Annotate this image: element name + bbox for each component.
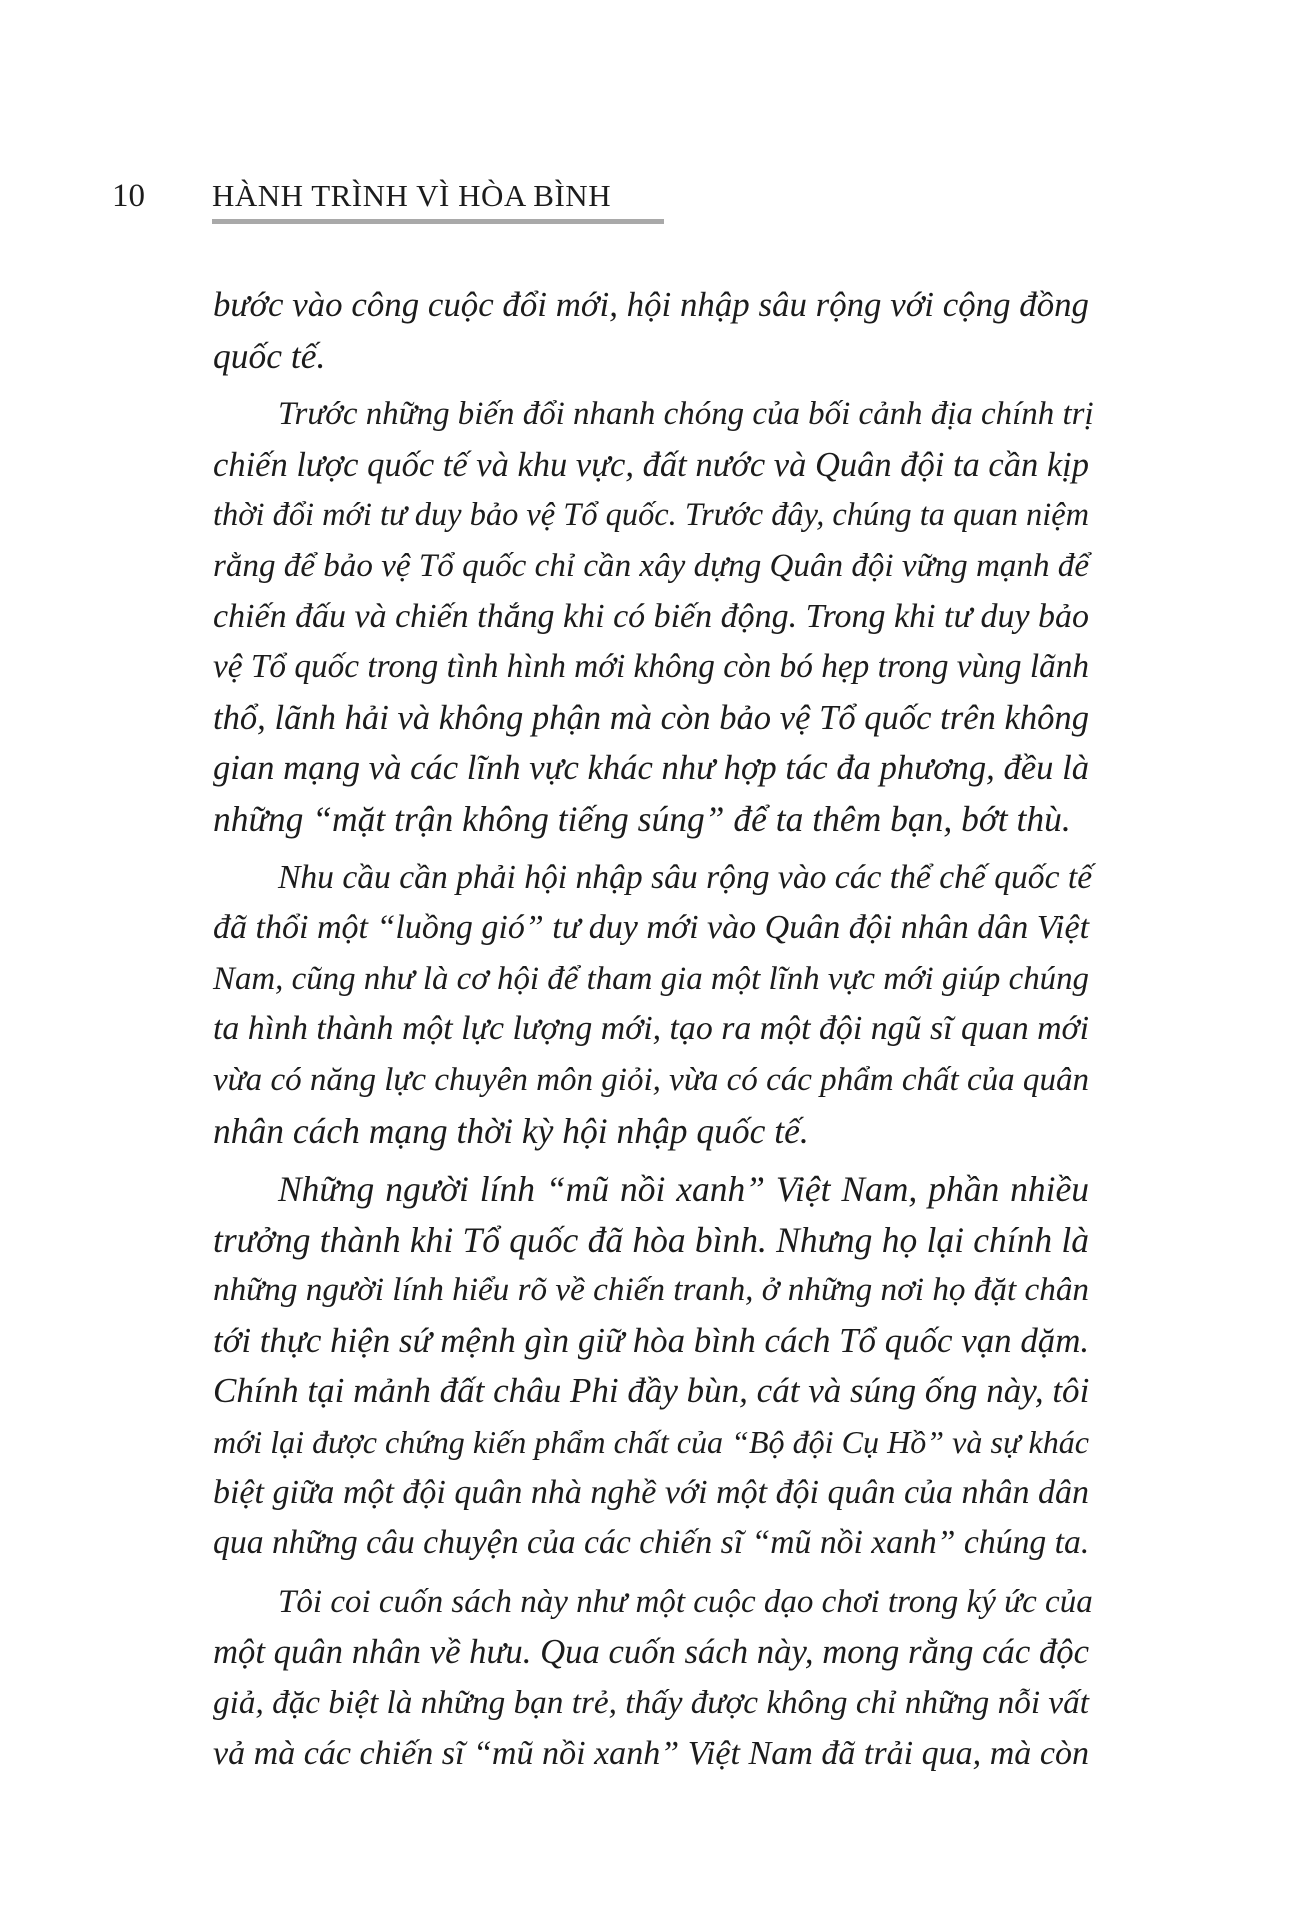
page-number: 10 [112,178,145,214]
text-line: trưởng thành khi Tổ quốc đã hòa bình. Nhưng họ lại chính là [213,1219,1089,1260]
paragraph [213,1577,1093,1779]
text-line: Nam, cũng như là cơ hội để tham gia một lĩnh vực mới giúp chúng [213,960,1089,997]
text-line: chiến đấu và chiến thắng khi có biến động. Trong khi tư duy bảo [213,597,1089,635]
text-line: nhân cách mạng thời kỳ hội nhập quốc tế. [213,1110,809,1151]
text-line: những người lính hiểu rõ về chiến tranh, ở những nơi họ đặt chân [213,1271,1089,1309]
text-line: những “mặt trận không tiếng súng” để ta thêm bạn, bớt thù. [213,798,1071,839]
text-line: Nhu cầu cần phải hội nhập sâu rộng vào các thể chế quốc tế [278,858,1093,896]
text-line: mới lại được chứng kiến phẩm chất của “Bộ đội Cụ Hồ” và sự khác [213,1424,1089,1461]
text-line: Những người lính “mũ nồi xanh” Việt Nam, phần nhiều [278,1169,1089,1210]
header-rule [212,219,664,224]
text-line: ta hình thành một lực lượng mới, tạo ra một đội ngũ sĩ quan mới [213,1010,1089,1048]
paragraph [213,1164,1089,1569]
text-line: Tôi coi cuốn sách này như một cuộc dạo chơi trong ký ức của [278,1583,1093,1620]
text-line: rằng để bảo vệ Tổ quốc chỉ cần xây dựng Quân đội vững mạnh để [213,547,1089,584]
running-title: HÀNH TRÌNH VÌ HÒA BÌNH [212,178,612,213]
paragraph [213,280,1089,381]
text-line: quốc tế. [213,335,326,376]
text-line: vệ Tổ quốc trong tình hình mới không còn bó hẹp trong vùng lãnh [213,648,1089,686]
text-line: thổ, lãnh hải và không phận mà còn bảo vệ Tổ quốc trên không [213,698,1089,737]
text-line: qua những câu chuyện của các chiến sĩ “mũ nồi xanh” chúng ta. [213,1524,1090,1562]
text-line: vừa có năng lực chuyên môn giỏi, vừa có các phẩm chất của quân [213,1061,1089,1098]
paragraph [213,853,1093,1157]
page-header [112,176,672,226]
paragraph [213,389,1094,844]
text-line: đã thổi một “luồng gió” tư duy mới vào Quân đội nhân dân Việt [213,909,1090,947]
text-line: biệt giữa một đội quân nhà nghề với một đội quân của nhân dân [213,1473,1089,1511]
body-text [213,280,1094,1779]
text-line: Chính tại mảnh đất châu Phi đầy bùn, cát và súng ống này, tôi [213,1371,1090,1411]
text-line: một quân nhân về hưu. Qua cuốn sách này, mong rằng các độc [213,1633,1089,1672]
text-line: tới thực hiện sứ mệnh gìn giữ hòa bình cách Tổ quốc vạn dặm. [213,1320,1090,1360]
text-line: thời đổi mới tư duy bảo vệ Tổ quốc. Trước đây, chúng ta quan niệm [213,497,1089,534]
text-line: giả, đặc biệt là những bạn trẻ, thấy được không chỉ những nỗi vất [213,1684,1089,1722]
text-line: vả mà các chiến sĩ “mũ nồi xanh” Việt Nam đã trải qua, mà còn [213,1734,1089,1772]
text-line: bước vào công cuộc đổi mới, hội nhập sâu rộng với cộng đồng [213,285,1089,324]
text-line: Trước những biến đổi nhanh chóng của bối cảnh địa chính trị [278,396,1094,433]
text-line: chiến lược quốc tế và khu vực, đất nước và Quân đội ta cần kịp [213,445,1089,484]
text-line: gian mạng và các lĩnh vực khác như hợp tác đa phương, đều là [213,749,1089,788]
